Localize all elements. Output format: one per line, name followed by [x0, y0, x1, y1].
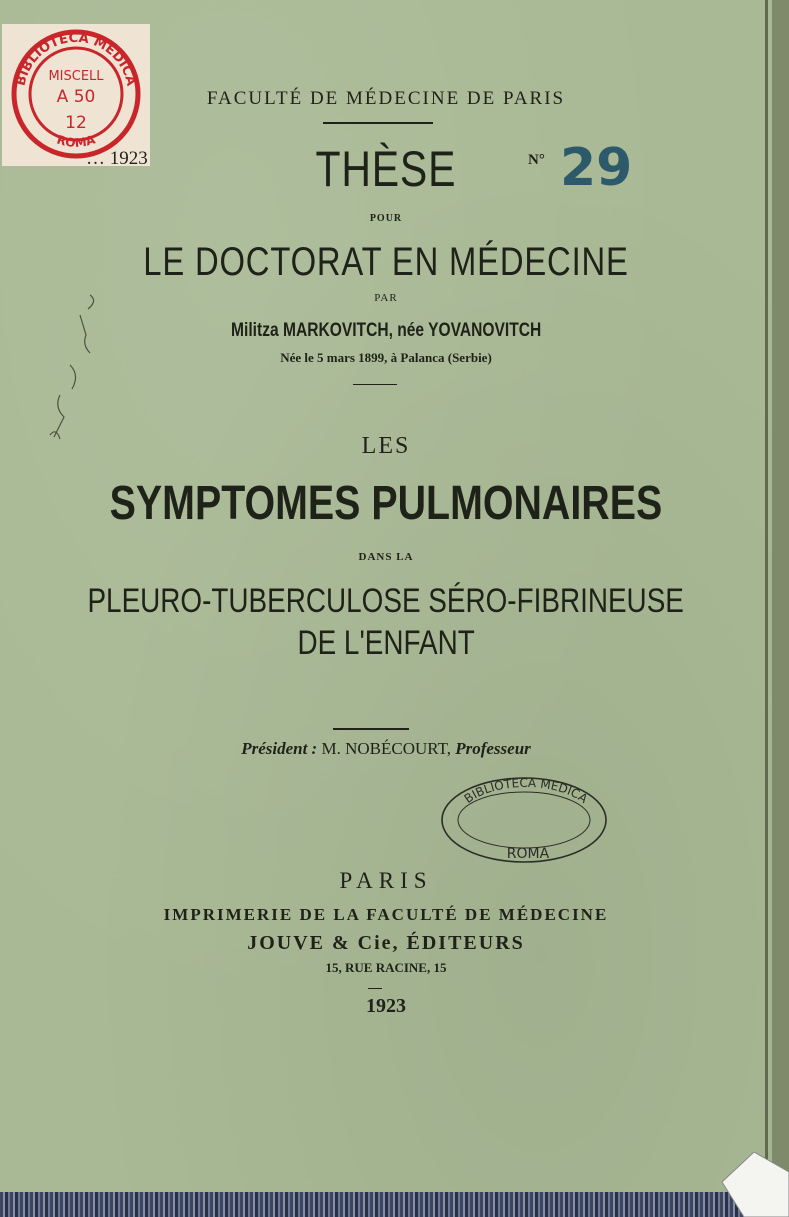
par-label: PAR: [374, 292, 398, 304]
imprint-printer: IMPRIMERIE DE LA FACULTÉ DE MÉDECINE: [163, 905, 609, 924]
scan-bottom-strip: [0, 1192, 789, 1217]
president-label: Président :: [241, 739, 318, 758]
stamp-line1: MISCELL: [48, 69, 104, 84]
president-name: M. NOBÉCOURT,: [321, 739, 451, 758]
dans-la-label: DANS LA: [358, 551, 414, 563]
oval-stamp-top: BIBLIOTECA MEDICA: [461, 775, 591, 806]
pour-label: POUR: [369, 213, 403, 224]
oval-stamp-bottom: ROMA: [506, 846, 550, 862]
book-spine: [772, 0, 789, 1217]
stamp-line3: 12: [65, 113, 87, 133]
subtitle-line2: [0, 624, 772, 663]
number-label: N°: [528, 152, 545, 168]
subtitle-line1-text: PLEURO-TUBERCULOSE SÉRO-FIBRINEUSE: [87, 582, 685, 620]
imprint-city: PARIS: [339, 868, 433, 893]
author-birth: Née le 5 mars 1899, à Palanca (Serbie): [280, 350, 492, 365]
degree-text: LE DOCTORAT EN MÉDECINE: [143, 240, 629, 284]
year-left: … 1923: [86, 148, 148, 169]
rule-above-year: [368, 988, 382, 989]
imprint-address: 15, RUE RACINE, 15: [325, 960, 447, 975]
subtitle-line2-text: DE L'ENFANT: [297, 624, 475, 662]
author-name-text: Militza MARKOVITCH, née YOVANOVITCH: [230, 320, 542, 341]
president-line: [0, 739, 772, 759]
imprint-year: 1923: [366, 995, 406, 1017]
paper-corner-tag: [714, 1152, 789, 1217]
degree-title: [0, 238, 772, 285]
rule-above-president: [333, 728, 409, 730]
rule-under-author: [353, 384, 397, 385]
year-left-text: 1923: [109, 148, 148, 169]
stamp-line2: A 50: [56, 87, 96, 107]
these-title: [0, 140, 772, 198]
stamp-bottom-text: ROMA: [55, 132, 97, 151]
imprint-publisher: JOUVE & Cie, ÉDITEURS: [247, 932, 525, 954]
main-title: [0, 476, 772, 531]
faculty-text: FACULTÉ DE MÉDECINE DE PARIS: [206, 88, 566, 109]
these-text: THÈSE: [315, 141, 457, 197]
author-name: [0, 320, 772, 342]
main-title-text: SYMPTOMES PULMONAIRES: [109, 477, 663, 530]
stamp-ring-text: BIBLIOTECA MEDICA: [13, 30, 139, 88]
library-stamp-oval: [436, 772, 611, 867]
thesis-number: 29: [560, 138, 633, 198]
title-les: LES: [361, 433, 411, 459]
subtitle-line1: [0, 582, 772, 621]
svg-text:BIBLIOTECA MEDICA: [462, 776, 591, 807]
faculty-heading: [0, 88, 772, 110]
rule-under-faculty: [323, 122, 433, 124]
president-title: Professeur: [455, 739, 531, 758]
